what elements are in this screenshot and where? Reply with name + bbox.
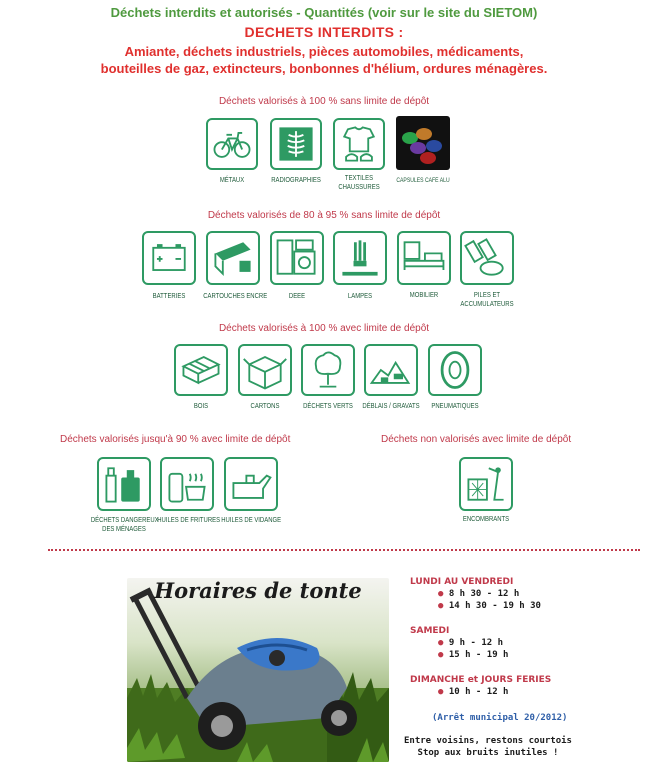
tire-label: PNEUMATIQUES [431, 403, 479, 410]
textile-icon [333, 118, 385, 170]
saturday-slot-2-text: 15 h - 19 h [448, 650, 509, 660]
saturday-slot-1-text: 9 h - 12 h [448, 638, 504, 648]
coffee-capsules-label: CAPSULES CAFÉ ALU [396, 178, 450, 184]
motor-oil-label: HUILES DE VIDANGE [221, 517, 282, 524]
battery-label: BATTERIES [152, 293, 186, 300]
deee-icon [270, 231, 324, 285]
hazardous-waste-label-2: DES MÉNAGES [102, 526, 146, 533]
textile-label-1: TEXTILES [344, 175, 374, 182]
saturday-slot-1: ● 9 h - 12 h [438, 638, 504, 648]
weekday-slot-1: ● 8 h 30 - 12 h [438, 589, 520, 599]
forbidden-line-1: Amiante, déchets industriels, pièces automobiles, médicaments, [124, 44, 524, 59]
bulky-waste-icon [459, 457, 513, 511]
weekday-schedule [410, 577, 541, 611]
batteries-icon [460, 231, 514, 285]
rubble-label: DÉBLAIS / GRAVATS [362, 403, 420, 410]
mowing-title: Horaires de tonte [154, 578, 362, 603]
section-1-title: Déchets valorisés à 100 % sans limite de dépôt [218, 96, 430, 107]
ink-cartridge-label: CARTOUCHES ENCRE [203, 293, 268, 300]
section-5-title: Déchets non valorisés avec limite de dépôt [381, 434, 572, 445]
sunday-slot-1-text: 10 h - 12 h [448, 687, 509, 697]
batteries-label-2: ACCUMULATEURS [460, 301, 514, 308]
hazardous-waste-label-1: DÉCHETS DANGEREUX [90, 517, 159, 524]
tire-icon [428, 344, 482, 396]
weekday-slot-1-text: 8 h 30 - 12 h [448, 589, 520, 599]
frying-oil-icon [160, 457, 214, 511]
cardboard-label: CARTONS [250, 403, 280, 410]
dotted-divider [48, 549, 640, 551]
weekday-slot-2-text: 14 h 30 - 19 h 30 [448, 601, 541, 611]
green-waste-icon [301, 344, 355, 396]
wood-icon [174, 344, 228, 396]
section-3-title: Déchets valorisés à 100 % avec limite de dépôt [218, 323, 430, 334]
sunday-heading: DIMANCHE et JOURS FERIES [410, 675, 552, 685]
furniture-label: MOBILIER [409, 292, 439, 299]
furniture-icon [397, 231, 451, 285]
weekday-slot-2: ● 14 h 30 - 19 h 30 [438, 601, 541, 611]
green-waste-label: DÉCHETS VERTS [303, 403, 353, 410]
cardboard-icon [238, 344, 292, 396]
weekday-heading: LUNDI AU VENDREDI [410, 577, 514, 587]
section-2-title: Déchets valorisés de 80 à 95 % sans limite de dépôt [207, 210, 441, 221]
deee-label: DEEE [288, 293, 306, 300]
lawn-mower-photo [127, 578, 389, 762]
battery-icon [142, 231, 196, 285]
neighbours-message [402, 735, 574, 759]
xray-icon [270, 118, 322, 170]
textile-label-2: CHAUSSURES [338, 184, 380, 191]
neighbours-line-2: Stop aux bruits inutiles ! [417, 748, 559, 758]
sunday-slot-1: ● 10 h - 12 h [438, 687, 509, 697]
saturday-schedule [410, 626, 508, 660]
motor-oil-icon [224, 457, 278, 511]
ink-cartridge-icon [206, 231, 260, 285]
frying-oil-label: HUILES DE FRITURES [157, 517, 221, 524]
coffee-capsules-icon [396, 116, 450, 170]
forbidden-line-2: bouteilles de gaz, extincteurs, bonbonnes d'hélium, ordures ménagères. [100, 61, 548, 76]
section-4-title: Déchets valorisés jusqu'à 90 % avec limite de dépôt [60, 434, 291, 445]
metal-icon [206, 118, 258, 170]
neighbours-line-1: Entre voisins, restons courtois [404, 736, 572, 746]
saturday-slot-2: ● 15 h - 19 h [438, 650, 509, 660]
page-title: Déchets interdits et autorisés - Quantités (voir sur le site du SIETOM) [110, 5, 538, 20]
rubble-icon [364, 344, 418, 396]
xray-label: RADIOGRAPHIES [271, 177, 321, 184]
metal-label: MÉTAUX [219, 177, 245, 184]
hazardous-waste-icon [97, 457, 151, 511]
forbidden-list [0, 43, 648, 77]
saturday-heading: SAMEDI [410, 626, 450, 636]
sunday-schedule [410, 675, 551, 697]
bulky-waste-label: ENCOMBRANTS [462, 516, 510, 523]
wood-label: BOIS [193, 403, 209, 410]
forbidden-title: DECHETS INTERDITS : [244, 24, 404, 40]
municipal-decree: (Arrêt municipal 20/2012) [432, 713, 568, 723]
lamp-icon [333, 231, 387, 285]
batteries-label-1: PILES ET [473, 292, 501, 299]
lamp-label: LAMPES [347, 293, 373, 300]
